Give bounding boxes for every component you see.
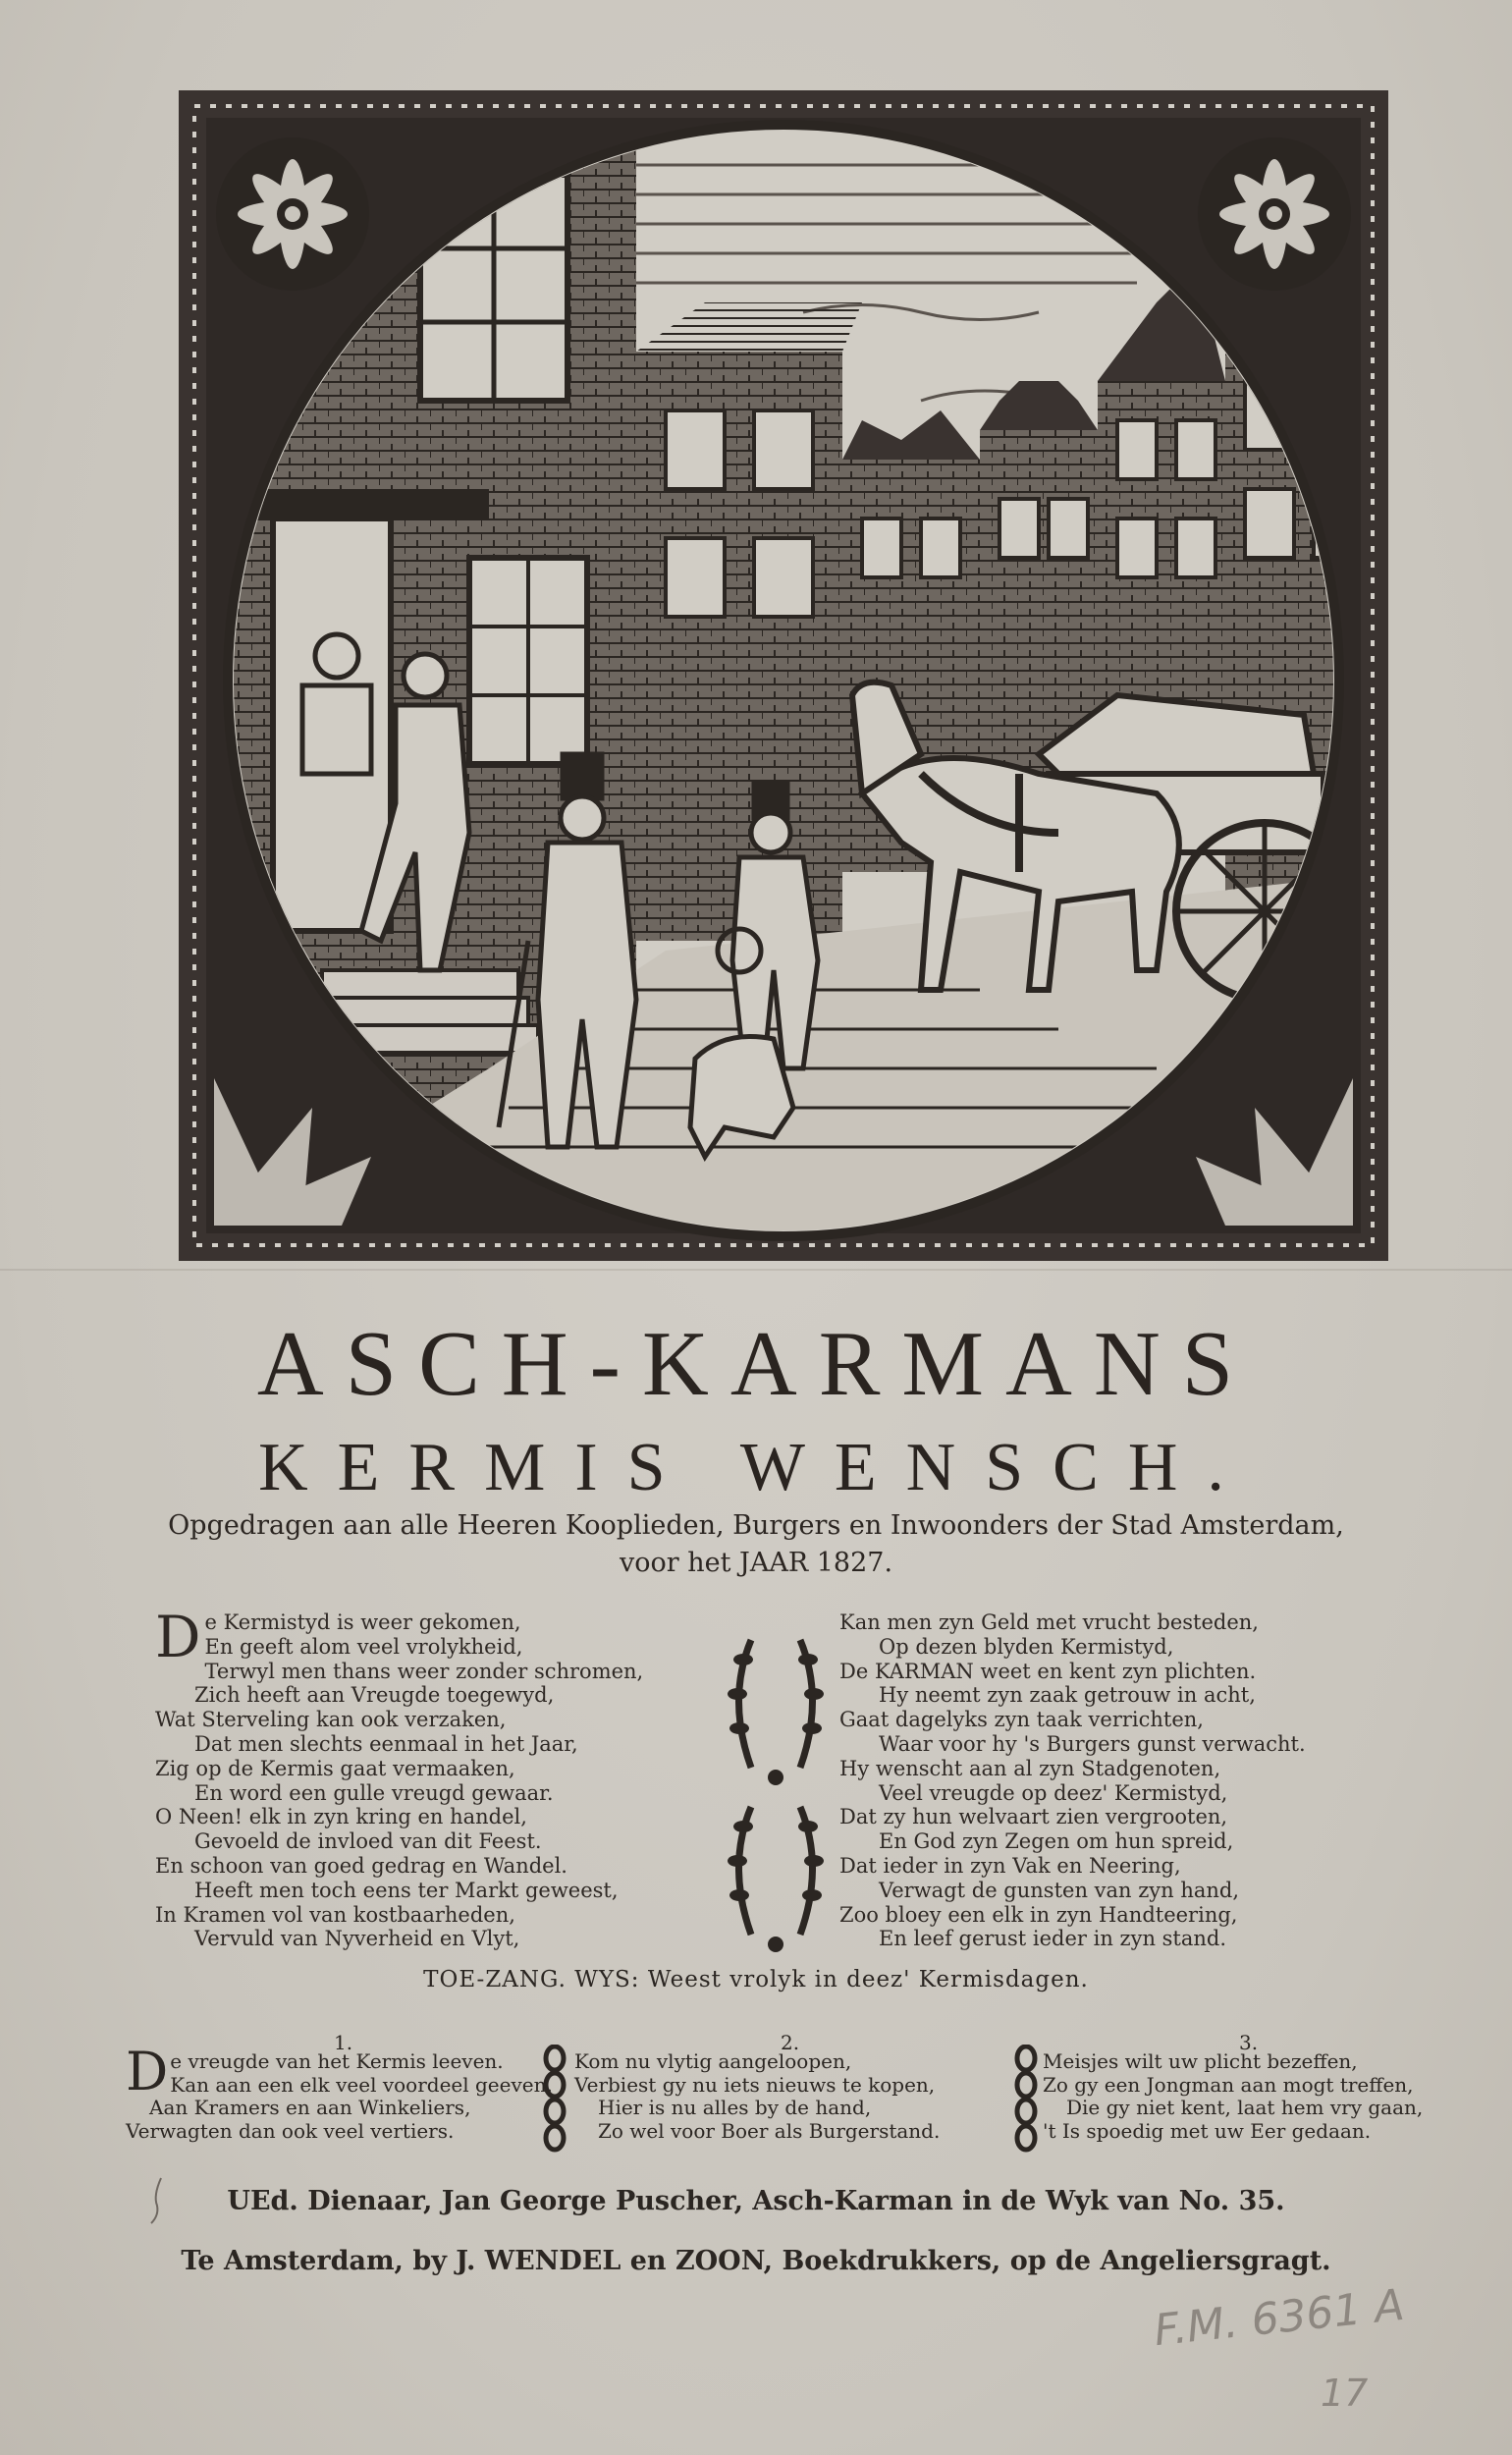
verse-line: Kan aan een elk veel voordeel geeven. — [170, 2072, 553, 2097]
poem-line: En word een gulle vreugd gewaar. — [194, 1780, 554, 1805]
archive-inventory-mark: F.M. 6361 A — [1152, 2279, 1407, 2357]
woodcut-illustration — [175, 86, 1392, 1265]
verse-line: e vreugde van het Kermis leeven. — [170, 2049, 504, 2073]
poem-line: En God zyn Zegen om hun spreid, — [879, 1829, 1234, 1854]
verse-line: Aan Kramers en aan Winkeliers, — [149, 2096, 471, 2119]
verse-number: 1. — [334, 2031, 353, 2054]
poem-line: Dat men slechts eenmaal in het Jaar, — [194, 1731, 578, 1756]
poem-line: En schoon van goed gedrag en Wandel. — [155, 1853, 567, 1878]
poem-line: Dat zy hun welvaart zien vergrooten, — [839, 1805, 1228, 1829]
poem-line: Op dezen blyden Kermistyd, — [879, 1634, 1174, 1659]
verse-2 — [574, 2050, 987, 2143]
verse-line: Die gy niet kent, laat hem vry gaan, — [1066, 2096, 1424, 2119]
poem-line: Zoo bloey een elk in zyn Handteering, — [839, 1902, 1238, 1927]
poem-line: Hy neemt zyn zaak getrouw in acht, — [879, 1683, 1256, 1708]
title-line-2: KERMIS WENSCH. — [258, 1430, 1254, 1505]
poem-line: Waar voor hy 's Burgers gunst verwacht. — [879, 1731, 1306, 1756]
leaf-ornament — [722, 1620, 830, 1954]
rosette-top-left — [216, 137, 369, 291]
verse-line: Kom nu vlytig aangeloopen, — [574, 2049, 852, 2073]
signature-line: UEd. Dienaar, Jan George Puscher, Asch-Karman in de Wyk van No. 35. — [227, 2186, 1285, 2216]
chain-ornament — [1011, 2045, 1041, 2153]
poem-line: Gaat dagelyks zyn taak verrichten, — [839, 1708, 1204, 1732]
poem-line: Gevoeld de invloed van dit Feest. — [194, 1829, 542, 1854]
poem-line: Wat Sterveling kan ook verzaken, — [155, 1708, 507, 1732]
poem-line: Kan men zyn Geld met vrucht besteden, — [839, 1610, 1259, 1634]
title-line-1: ASCH-KARMANS — [256, 1313, 1256, 1415]
subtitle-line-1: Opgedragen aan alle Heeren Kooplieden, Burgers en Inwoonders der Stad Amsterdam, — [168, 1510, 1344, 1541]
rosette-top-right — [1198, 137, 1351, 291]
poem-line: Verwagt de gunsten van zyn hand, — [879, 1878, 1240, 1902]
poem-line: De KARMAN weet en kent zyn plichten. — [839, 1659, 1257, 1683]
poem-line: Zich heeft aan Vreugde toegewyd, — [194, 1683, 555, 1708]
poem-line: Veel vreugde op deez' Kermistyd, — [879, 1780, 1228, 1805]
verse-line: Verwagten dan ook veel vertiers. — [126, 2118, 455, 2143]
verse-line: Verbiest gy nu iets nieuws te kopen, — [574, 2072, 936, 2097]
poem-line: Heeft men toch eens ter Markt geweest, — [194, 1878, 619, 1902]
verse-line: Zo gy een Jongman aan mogt treffen, — [1043, 2072, 1414, 2097]
poem-line: Zig op de Kermis gaat vermaaken, — [155, 1756, 515, 1780]
verse-line: Hier is nu alles by de hand, — [598, 2096, 872, 2119]
verse-dropcap: D — [126, 2041, 169, 2102]
poem-right-column — [839, 1610, 1389, 1951]
poem-line: Hy wenscht aan al zyn Stadgenoten, — [839, 1756, 1221, 1780]
poem-line: Dat ieder in zyn Vak en Neering, — [839, 1853, 1181, 1878]
poem-line: In Kramen vol van kostbaarheden, — [155, 1902, 515, 1927]
poem-left-dropcap: D — [155, 1604, 201, 1670]
poem-line: Terwyl men thans weer zonder schromen, — [204, 1659, 644, 1683]
poem-line: En leef gerust ieder in zyn stand. — [879, 1927, 1227, 1951]
archive-inventory-mark-2: 17 — [1321, 2372, 1369, 2415]
subtitle-line-2: voor het JAAR 1827. — [619, 1548, 893, 1578]
poem-line: En geeft alom veel vrolykheid, — [204, 1634, 523, 1659]
verse-line: 't Is spoedig met uw Eer gedaan. — [1043, 2118, 1372, 2143]
poem-line: Vervuld van Nyverheid en Vlyt, — [194, 1927, 520, 1951]
poem-left-column — [155, 1604, 705, 1951]
verse-number: 2. — [781, 2031, 800, 2054]
imprint-line: Te Amsterdam, by J. WENDEL en ZOON, Boekdrukkers, op de Angeliersgragt. — [181, 2246, 1331, 2276]
poem-line: O Neen! elk in zyn kring en handel, — [155, 1805, 527, 1829]
fold-line — [0, 1269, 1512, 1271]
verse-1 — [126, 2041, 553, 2143]
chain-ornament — [540, 2045, 569, 2153]
verse-number: 3. — [1239, 2031, 1259, 2054]
subtitle — [0, 1507, 1512, 1582]
poem-line: e Kermistyd is weer gekomen, — [204, 1610, 521, 1634]
verse-3 — [1043, 2050, 1455, 2143]
verse-line: Zo wel voor Boer als Burgerstand. — [598, 2118, 941, 2143]
verse-line: Meisjes wilt uw plicht bezeffen, — [1043, 2049, 1358, 2073]
toe-zang-heading: TOE-ZANG. WYS: Weest vrolyk in deez' Kermisdagen. — [423, 1967, 1089, 1992]
